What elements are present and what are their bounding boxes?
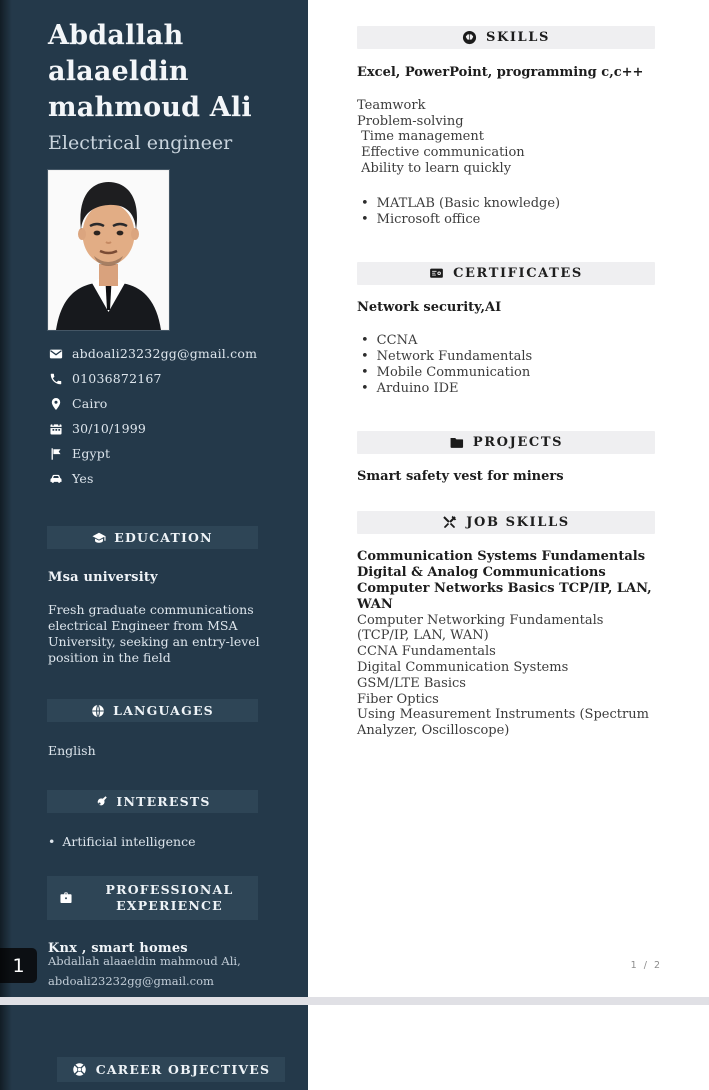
projects-highlight: Smart safety vest for miners xyxy=(357,468,564,484)
skill-bullet xyxy=(357,212,655,228)
contact-row-birthdate xyxy=(48,421,286,436)
job-skill-line: Fiber Optics xyxy=(357,691,439,707)
envelope-icon xyxy=(48,346,63,361)
certificate-bullet xyxy=(357,381,655,397)
page-edge-shadow xyxy=(0,1005,12,1090)
skill-line: Teamwork xyxy=(357,97,426,113)
job-skills-heading: JOB SKILLS xyxy=(466,515,570,531)
interest-item xyxy=(48,834,286,849)
contact-row-location xyxy=(48,396,286,411)
certificate-bullet xyxy=(357,365,655,381)
career-objectives-heading: CAREER OBJECTIVES xyxy=(95,1062,271,1077)
contact-row-phone xyxy=(48,371,286,386)
contact-row-email xyxy=(48,346,286,361)
bullet-marker: • xyxy=(48,834,56,849)
bullet-marker: • xyxy=(361,348,369,364)
footer-email: abdoali23232gg@gmail.com xyxy=(48,974,214,988)
page-indicator: 1 / 2 xyxy=(630,960,662,971)
skills-bullets xyxy=(357,196,655,228)
candidate-name: Abdallah alaaeldin mahmoud Ali xyxy=(48,20,252,123)
languages-section-header xyxy=(47,699,258,722)
experience-heading: PROFESSIONAL EXPERIENCE xyxy=(105,882,234,913)
skill-bullet xyxy=(357,196,655,212)
certificate-bullet-label: CCNA xyxy=(376,332,418,348)
skill-line: Problem-solving xyxy=(357,113,464,129)
sidebar-page-2 xyxy=(0,1005,308,1090)
certificates-heading: CERTIFICATES xyxy=(453,265,583,281)
skills-section-header xyxy=(357,26,655,49)
bullet-marker: • xyxy=(361,364,369,380)
certificate-bullet-label: Arduino IDE xyxy=(376,380,459,396)
certificates-bullets xyxy=(357,333,655,397)
main-column xyxy=(308,0,709,997)
education-section-header xyxy=(47,526,258,549)
certificate-bullet-label: Network Fundamentals xyxy=(376,348,533,364)
brain-icon xyxy=(462,30,477,45)
guitar-icon xyxy=(94,795,108,809)
certificates-section-header xyxy=(357,262,655,285)
contact-birthdate: 30/10/1999 xyxy=(72,421,147,436)
contact-city: Cairo xyxy=(72,396,108,411)
certificate-bullet-label: Mobile Communication xyxy=(376,364,531,380)
job-skills-lines xyxy=(357,613,659,739)
contact-row-driving-license xyxy=(48,471,286,486)
bullet-marker: • xyxy=(361,380,369,396)
contact-row-nationality xyxy=(48,446,286,461)
skill-line: Effective communication xyxy=(357,145,525,161)
tools-icon xyxy=(442,515,457,530)
language-item: English xyxy=(48,743,96,758)
contact-driving-license: Yes xyxy=(72,471,94,486)
skill-line: Ability to learn quickly xyxy=(357,160,512,176)
contact-email: abdoali23232gg@gmail.com xyxy=(72,346,258,361)
resume-page-2 xyxy=(0,1005,709,1090)
flag-icon xyxy=(48,446,63,461)
skills-highlight: Excel, PowerPoint, programming c,c++ xyxy=(357,65,644,80)
job-skills-section-header xyxy=(357,511,655,534)
career-objectives-section-header xyxy=(57,1057,285,1082)
projects-section-header xyxy=(357,431,655,454)
experience-section-header xyxy=(47,876,258,920)
page-number-tab: 1 xyxy=(0,948,37,983)
calendar-icon xyxy=(48,421,63,436)
sidebar xyxy=(0,0,308,997)
projects-heading: PROJECTS xyxy=(472,434,564,450)
education-description: Fresh graduate communications electrical Engineer from MSA University, seeking an entry-level position in the field xyxy=(48,602,260,665)
job-skills-highlight: Communication Systems Fundamentals Digital & Analog Communications Computer Networks Basics TCP/IP, LAN, WAN xyxy=(357,549,657,612)
contact-phone: 01036872167 xyxy=(72,371,162,386)
globe-icon xyxy=(91,704,105,718)
languages-heading: LANGUAGES xyxy=(113,703,214,718)
briefcase-icon xyxy=(59,891,73,905)
certificates-highlight: Network security,AI xyxy=(357,299,502,315)
certificate-bullet xyxy=(357,349,655,365)
page-gap-divider xyxy=(0,997,709,1005)
graduation-cap-icon xyxy=(92,531,106,545)
skill-bullet-label: MATLAB (Basic knowledge) xyxy=(376,195,561,211)
skills-lines xyxy=(357,98,655,177)
bullet-marker: • xyxy=(361,332,369,348)
car-icon xyxy=(48,471,63,486)
interests-heading: INTERESTS xyxy=(116,794,211,809)
interest-label: Artificial intelligence xyxy=(62,834,196,849)
certificate-icon xyxy=(429,266,444,281)
sidebar-footer xyxy=(48,951,241,991)
candidate-job-title: Electrical engineer xyxy=(48,132,233,154)
contact-list xyxy=(48,346,286,486)
job-skill-line: Computer Networking Fundamentals (TCP/IP, LAN, WAN) xyxy=(357,612,608,644)
folder-icon xyxy=(449,435,464,450)
skill-bullet-label: Microsoft office xyxy=(376,211,481,227)
location-pin-icon xyxy=(48,396,63,411)
skill-line: Time management xyxy=(357,129,484,145)
job-skill-line: CCNA Fundamentals xyxy=(357,644,496,660)
contact-nationality: Egypt xyxy=(72,446,111,461)
bullet-marker: • xyxy=(361,211,369,227)
phone-icon xyxy=(48,371,63,386)
bullet-marker: • xyxy=(361,195,369,211)
job-skill-line: Digital Communication Systems xyxy=(357,659,569,675)
job-skill-line: Using Measurement Instruments (Spectrum Analyzer, Oscilloscope) xyxy=(357,707,654,739)
experience-company: Knx , smart homes xyxy=(48,941,188,956)
target-icon xyxy=(72,1062,87,1077)
job-skill-line: GSM/LTE Basics xyxy=(357,675,466,691)
certificate-bullet xyxy=(357,333,655,349)
skills-heading: SKILLS xyxy=(485,30,551,45)
interests-section-header xyxy=(47,790,258,813)
profile-photo xyxy=(48,170,169,330)
education-school: Msa university xyxy=(48,570,158,585)
profile-photo-illustration xyxy=(48,170,169,330)
footer-name: Abdallah alaaeldin mahmoud Ali, xyxy=(48,954,241,968)
education-heading: EDUCATION xyxy=(114,530,213,545)
